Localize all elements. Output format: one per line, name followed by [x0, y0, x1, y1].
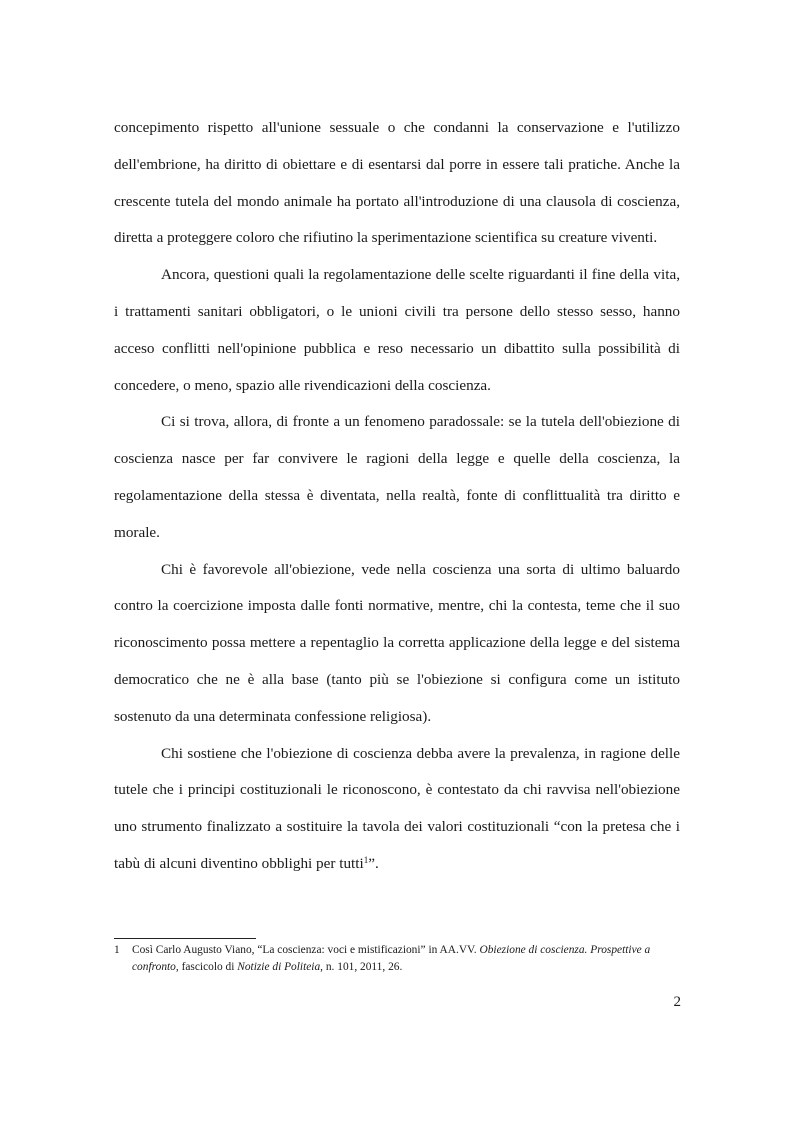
footnote-text — [132, 942, 680, 976]
paragraph-3: Ci si trova, allora, di fronte a un fenomeno paradossale: se la tutela dell'obiezione di coscienza nasce per far convivere le ragioni della legge e quelle della coscienza, la regolamentazione della stessa è diventata, nella realtà, fonte di conflittualità tra diritto e morale. — [114, 413, 680, 541]
page-number: 2 — [673, 994, 681, 1010]
footnote-part: , n. 101, 2011, 26. — [320, 961, 403, 973]
body-text — [114, 110, 680, 883]
paragraph-5-text: Chi sostiene che l'obiezione di coscienza debba avere la prevalenza, in ragione delle tutele che i principi costituzionali le riconoscono, è contestato da chi ravvisa nell'obiezione uno strumento finalizzato a sostituire la tavola dei valori costituzionali “con la pretesa che i tabù di alcuni diventino obblighi per tutti — [114, 744, 680, 872]
paragraph-1: concepimento rispetto all'unione sessuale o che condanni la conservazione e l'utilizzo dell'embrione, ha diritto di obiettare e di esentarsi dal porre in essere tali pratiche. Anche la crescente tutela del mondo animale ha portato all'introduzione di una clausola di coscienza, diretta a proteggere coloro che rifiutino la sperimentazione scientifica su creature viventi. — [114, 119, 680, 247]
footnote-number: 1 — [114, 944, 120, 956]
footnote-title-italic: Obiezione di coscienza. Prospettive a confronto — [132, 944, 651, 973]
paragraph-5-closing: ”. — [368, 854, 379, 872]
paragraph-2: Ancora, questioni quali la regolamentazione delle scelte riguardanti il fine della vita, i trattamenti sanitari obbligatori, o le unioni civili tra persone dello stesso sesso, hanno acceso conflitti nell'opinione pubblica e reso necessario un dibattito sulla possibilità di concedere, o meno, spazio alle rivendicazioni della coscienza. — [114, 266, 680, 394]
paragraph-4: Chi è favorevole all'obiezione, vede nella coscienza una sorta di ultimo baluardo contro la coercizione imposta dalle fonti normative, mentre, chi la contesta, teme che il suo riconoscimento possa mettere a repentaglio la corretta applicazione della legge e del sistema democratico che ne è alla base (tanto più se l'obiezione si configura come un istituto sostenuto da una determinata confessione religiosa). — [114, 560, 680, 725]
footnote — [114, 942, 680, 976]
footnote-part: Così Carlo Augusto Viano, “La coscienza: voci e mistificazioni” in AA.VV. — [132, 944, 480, 956]
footnote-separator — [114, 938, 256, 939]
footnote-reference[interactable]: 1 — [363, 854, 369, 865]
footnote-journal-italic: Notizie di Politeia — [237, 961, 321, 973]
footnote-part: , fascicolo di — [175, 961, 238, 973]
paragraph-5 — [114, 736, 680, 883]
